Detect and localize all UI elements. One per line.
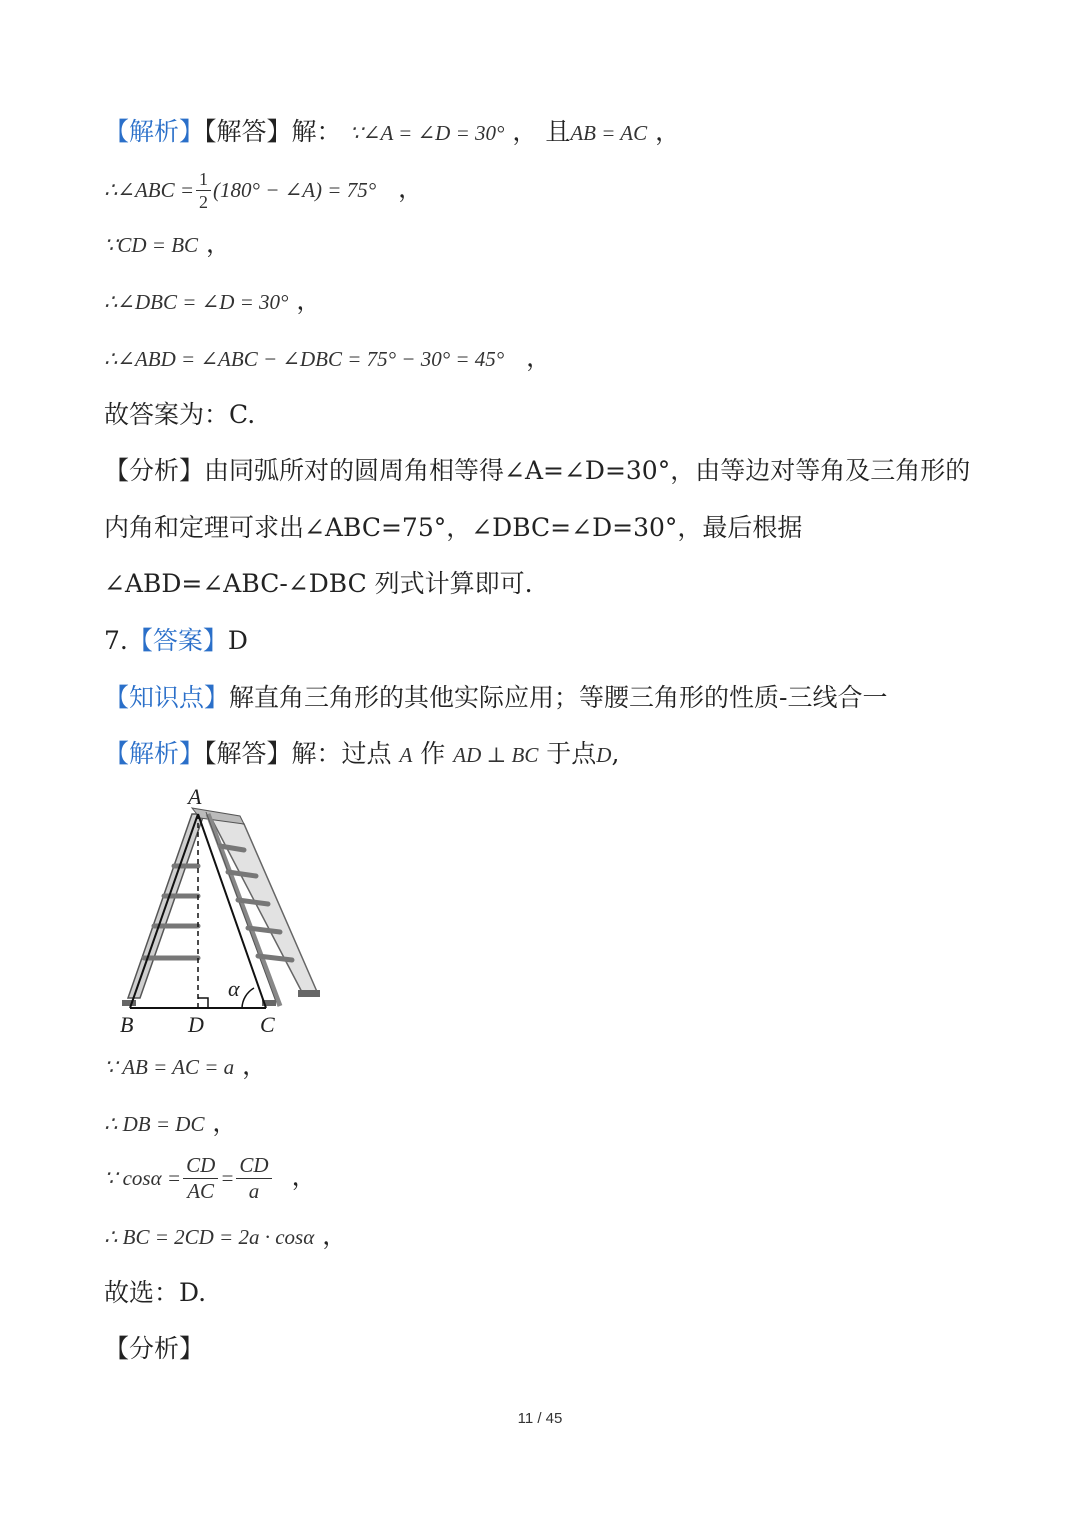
comma: ， [296, 286, 322, 315]
comma: ， [212, 1108, 238, 1137]
ladder-feet [122, 990, 320, 1006]
analysis-line-3: ∠ABD=∠ABC-∠DBC 列式计算即可. [104, 569, 533, 598]
math-line-cd-bc [104, 229, 231, 260]
zuo-word: 作 [420, 739, 446, 768]
fraction-denominator: a [248, 1179, 260, 1203]
fraction-numerator: CD [183, 1155, 218, 1179]
ladder-rails [128, 808, 318, 1006]
answer-value: D [227, 626, 248, 655]
comma: ， [291, 1162, 317, 1191]
q7-step-4 [104, 1221, 347, 1252]
jieda-tag: 【解答】 [204, 117, 292, 146]
equals: = [220, 1166, 235, 1190]
side-equality: AB = AC [570, 121, 648, 145]
ladder-figure [112, 786, 332, 1042]
formula: ∴ DB = DC [104, 1112, 205, 1136]
fraction-denominator: AC [187, 1179, 215, 1203]
point-a: A [399, 743, 413, 767]
comma: , [611, 739, 620, 768]
q7-step-1 [104, 1051, 267, 1082]
q7-step-2 [104, 1108, 237, 1139]
fraction-numerator: CD [236, 1155, 271, 1179]
fraction-cd-a [236, 1155, 271, 1202]
point-d: D [596, 743, 612, 767]
q7-answer-line [104, 626, 248, 656]
formula: ∴ BC = 2CD = 2a · cosα [104, 1225, 315, 1249]
formula: ∴∠ABD = ∠ABC − ∠DBC = 75° − 30° = 45° [104, 347, 505, 371]
question-number: 7. [104, 626, 128, 655]
knowledge-point-tag: 【知识点】 [104, 683, 230, 712]
jieda-tag: 【解答】 [204, 739, 292, 768]
knowledge-point-line [104, 683, 887, 713]
analysis-line-2: 内角和定理可求出∠ABC=75°，∠DBC=∠D=30°，最后根据 [104, 513, 803, 542]
answer-line: 故答案为：C. [104, 400, 256, 429]
formula: ∵ AB = AC = a [104, 1055, 235, 1079]
comma: ， [398, 174, 424, 203]
comma: ， [322, 1221, 348, 1250]
knowledge-point-text: 解直角三角形的其他实际应用；等腰三角形的性质-三线合一 [229, 683, 888, 712]
math-line-abd [104, 343, 551, 374]
comma: ， [242, 1051, 268, 1080]
intro-text: 解：过点 [291, 739, 392, 768]
formula-suffix: (180° − ∠A) = 75° [213, 178, 377, 202]
choice-line: 故选：D. [104, 1278, 207, 1307]
perpendicular: AD ⊥ BC [453, 743, 539, 767]
fraction-cd-ac [183, 1155, 218, 1202]
jiexi-line-1 [104, 117, 680, 148]
label-alpha: α [228, 976, 240, 1001]
label-c: C [260, 1012, 275, 1037]
fraction-half [196, 170, 211, 211]
comma: ， [206, 229, 232, 258]
label-b: B [120, 1012, 134, 1037]
yu-dian-word: 于点 [546, 739, 597, 768]
label-d: D [188, 1012, 204, 1037]
label-a: A [188, 786, 202, 809]
angle-equality: ∵∠A = ∠D = 30° [349, 121, 505, 145]
jiexi-tag: 【解析】 [104, 117, 205, 146]
jie-label: 解： [291, 117, 342, 146]
q7-jiexi-line [104, 739, 619, 770]
page-number: 11 / 45 [517, 1410, 563, 1427]
analysis-tag: 【分析】 [104, 456, 205, 485]
formula-prefix: ∵ cosα = [104, 1166, 182, 1190]
comma: ， [655, 117, 681, 146]
fraction-denominator: 2 [199, 192, 209, 212]
math-line-abc [104, 166, 423, 213]
math-line-dbc [104, 286, 321, 317]
comma: ， [526, 343, 552, 372]
q7-analysis-tag: 【分析】 [104, 1334, 205, 1363]
fraction-numerator: 1 [196, 170, 211, 191]
formula: ∴∠DBC = ∠D = 30° [104, 290, 289, 314]
answer-tag: 【答案】 [127, 626, 228, 655]
formula-prefix: ∴∠ABC = [104, 178, 195, 202]
q7-step-3 [104, 1153, 317, 1202]
analysis-text: 由同弧所对的圆周角相等得∠A=∠D=30°，由等边对等角及三角形的 [204, 456, 971, 485]
comma: ， [512, 117, 538, 146]
qie-word: 且 [545, 117, 571, 146]
formula: ∵CD = BC [104, 233, 199, 257]
analysis-line-1 [104, 456, 970, 486]
jiexi-tag: 【解析】 [104, 739, 205, 768]
